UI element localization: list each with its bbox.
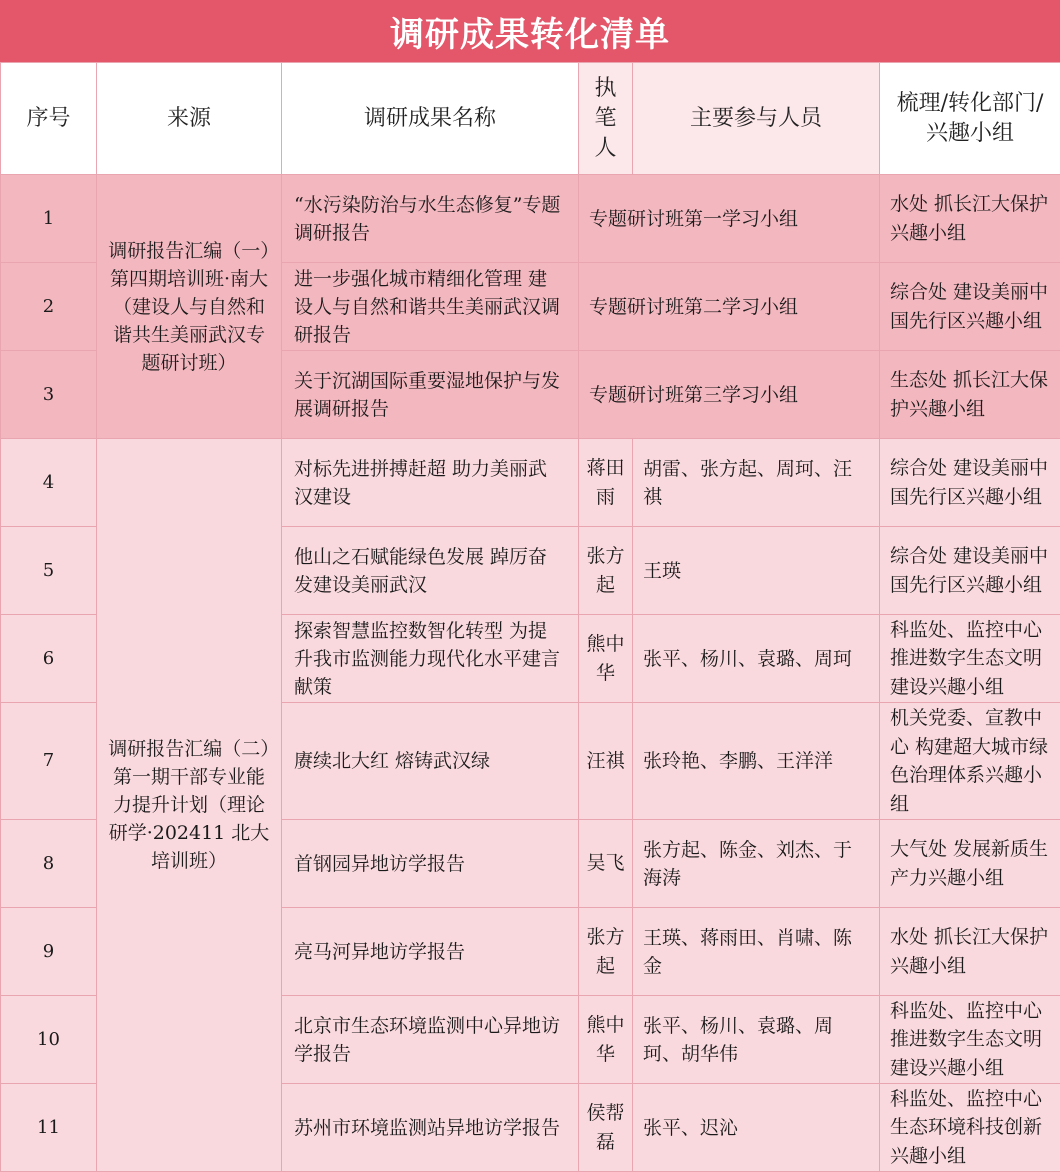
row-index: 9 [1, 908, 97, 996]
page-title: 调研成果转化清单 [390, 7, 670, 56]
row-members: 张方起、陈金、刘杰、于海涛 [633, 820, 880, 908]
row-name: 苏州市环境监测站异地访学报告 [282, 1084, 579, 1172]
row-dept: 科监处、监控中心 生态环境科技创新兴趣小组 [880, 1084, 1060, 1172]
row-members: 专题研讨班第三学习小组 [579, 351, 880, 439]
row-index: 6 [1, 615, 97, 703]
row-members: 张平、杨川、袁璐、周珂 [633, 615, 880, 703]
row-writer: 侯帮磊 [579, 1084, 633, 1172]
table-header-row [1, 63, 1060, 175]
row-members: 专题研讨班第二学习小组 [579, 263, 880, 351]
row-index: 11 [1, 1084, 97, 1172]
header-source: 来源 [97, 63, 282, 175]
row-name: 北京市生态环境监测中心异地访学报告 [282, 996, 579, 1084]
row-index: 5 [1, 527, 97, 615]
row-members: 专题研讨班第一学习小组 [579, 175, 880, 263]
row-index: 7 [1, 703, 97, 820]
row-writer: 熊中华 [579, 615, 633, 703]
table-row [1, 439, 1060, 527]
row-index: 2 [1, 263, 97, 351]
row-writer: 汪祺 [579, 703, 633, 820]
row-name: “水污染防治与水生态修复”专题调研报告 [282, 175, 579, 263]
row-members: 张平、杨川、袁璐、周珂、胡华伟 [633, 996, 880, 1084]
row-name: 赓续北大红 熔铸武汉绿 [282, 703, 579, 820]
row-name: 首钢园异地访学报告 [282, 820, 579, 908]
row-dept: 综合处 建设美丽中国先行区兴趣小组 [880, 263, 1060, 351]
row-index: 3 [1, 351, 97, 439]
row-members: 王瑛 [633, 527, 880, 615]
table-row [1, 175, 1060, 263]
row-index: 1 [1, 175, 97, 263]
row-members: 王瑛、蒋雨田、肖啸、陈金 [633, 908, 880, 996]
row-dept: 综合处 建设美丽中国先行区兴趣小组 [880, 439, 1060, 527]
header-members: 主要参与人员 [633, 63, 880, 175]
row-name: 亮马河异地访学报告 [282, 908, 579, 996]
row-name: 进一步强化城市精细化管理 建设人与自然和谐共生美丽武汉调研报告 [282, 263, 579, 351]
row-name: 他山之石赋能绿色发展 踔厉奋发建设美丽武汉 [282, 527, 579, 615]
row-name: 关于沉湖国际重要湿地保护与发展调研报告 [282, 351, 579, 439]
row-dept: 机关党委、宣教中心 构建超大城市绿色治理体系兴趣小组 [880, 703, 1060, 820]
row-dept: 水处 抓长江大保护兴趣小组 [880, 175, 1060, 263]
header-dept: 梳理/转化部门/兴趣小组 [880, 63, 1060, 175]
row-writer: 张方起 [579, 527, 633, 615]
row-dept: 科监处、监控中心 推进数字生态文明建设兴趣小组 [880, 615, 1060, 703]
results-table [0, 62, 1060, 1172]
row-dept: 大气处 发展新质生产力兴趣小组 [880, 820, 1060, 908]
row-dept: 科监处、监控中心 推进数字生态文明建设兴趣小组 [880, 996, 1060, 1084]
title-bar [0, 0, 1060, 62]
row-writer: 张方起 [579, 908, 633, 996]
row-dept: 综合处 建设美丽中国先行区兴趣小组 [880, 527, 1060, 615]
row-dept: 水处 抓长江大保护兴趣小组 [880, 908, 1060, 996]
row-name: 探索智慧监控数智化转型 为提升我市监测能力现代化水平建言献策 [282, 615, 579, 703]
header-name: 调研成果名称 [282, 63, 579, 175]
row-index: 8 [1, 820, 97, 908]
row-dept: 生态处 抓长江大保护兴趣小组 [880, 351, 1060, 439]
row-writer: 吴飞 [579, 820, 633, 908]
header-index: 序号 [1, 63, 97, 175]
row-members: 胡雷、张方起、周珂、汪祺 [633, 439, 880, 527]
row-index: 4 [1, 439, 97, 527]
row-members: 张平、迟沁 [633, 1084, 880, 1172]
row-source: 调研报告汇编（二）第一期干部专业能力提升计划（理论研学·202411 北大培训班） [97, 439, 282, 1172]
row-source: 调研报告汇编（一）第四期培训班·南大（建设人与自然和谐共生美丽武汉专题研讨班） [97, 175, 282, 439]
row-members: 张玲艳、李鹏、王洋洋 [633, 703, 880, 820]
header-writer: 执笔人 [579, 63, 633, 175]
row-name: 对标先进拼搏赶超 助力美丽武汉建设 [282, 439, 579, 527]
row-index: 10 [1, 996, 97, 1084]
row-writer: 蒋田雨 [579, 439, 633, 527]
row-writer: 熊中华 [579, 996, 633, 1084]
